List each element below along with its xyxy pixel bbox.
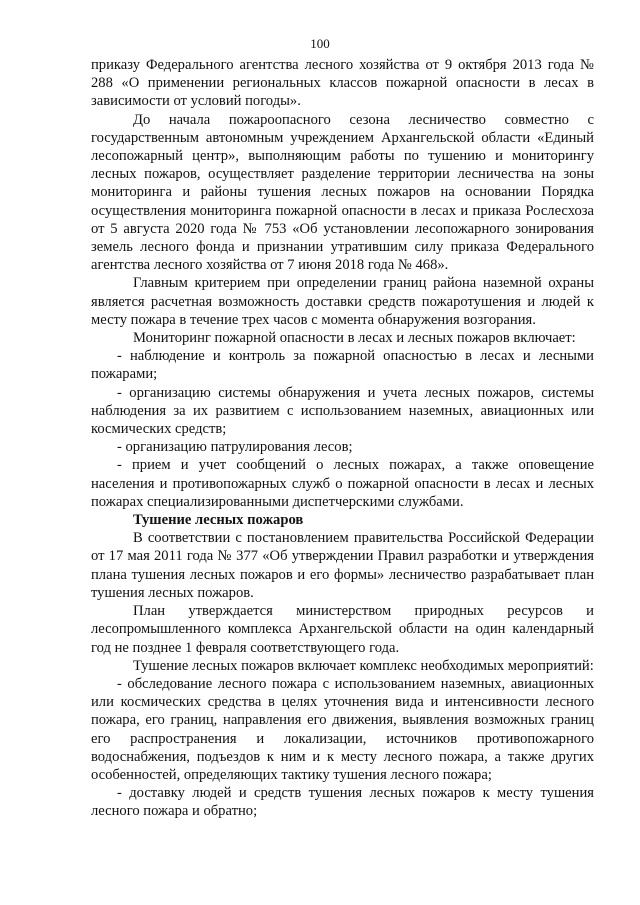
paragraph-zoning: До начала пожароопасного сезона лесничество совместно с государственным автономным учреждением Архангельской области «Единый лесопожарный центр», выполняющим работы по тушению и мониторингу лесных пожаров, осуществляет разделение территории лесничества на зоны мониторинга и районы тушения лесных пожаров на основании Порядка осуществления мониторинга пожарной опасности в лесах и приказа Рослесхоза от 5 августа 2020 года № 753 «Об установлении лесопожарного зонирования земель лесного фонда и признании утратившим силу приказа Федерального агентства лесного хозяйства от 7 июня 2018 года № 468». (91, 111, 594, 274)
list-item-observation: - наблюдение и контроль за пожарной опасностью в лесах и лесными пожарами; (91, 348, 594, 383)
list-item-patrolling: - организацию патрулирования лесов; (117, 439, 353, 456)
list-item-reports: - прием и учет сообщений о лесных пожарах, а также оповещение населения и противопожарных служб о пожарной опасности в лесах и лесных пожарах специализированными диспетчерскими службами. (91, 457, 594, 510)
list-item-survey: - обследование лесного пожара с использованием наземных, авиационных или космических средства в целях уточнения вида и интенсивности лесного пожара, его границ, направления его движения, выявления возможных границ его распространения и локализации, источников противопожарного водоснабжения, подъездов к ним и к месту лесного пожара, а также других особенностей, определяющих тактику тушения лесного пожара; (91, 675, 594, 783)
list-item-delivery: - доставку людей и средств тушения лесных пожаров к месту тушения лесного пожара и обратно; (91, 785, 594, 820)
section-heading: Тушение лесных пожаров (133, 512, 304, 529)
paragraph-order-reference: приказу Федерального агентства лесного хозяйства от 9 октября 2013 года № 288 «О применении региональных классов пожарной опасности в лесах в зависимости от условий погоды». (91, 57, 594, 110)
list-item-detection-system: - организацию системы обнаружения и учета лесных пожаров, системы наблюдения за их развитием с использованием наземных, авиационных или космических средств; (91, 384, 594, 438)
paragraph-main-criterion: Главным критерием при определении границ района наземной охраны является расчетная возможность доставки средств пожаротушения и людей к месту пожара в течение трех часов с момента обнаружения возгорания. (91, 275, 594, 328)
page-number: 100 (310, 36, 330, 51)
paragraph-monitoring-intro: Мониторинг пожарной опасности в лесах и лесных пожаров включает: (133, 330, 576, 347)
paragraph-measures-intro: Тушение лесных пожаров включает комплекс необходимых мероприятий: (133, 657, 594, 674)
paragraph-regulation: В соответствии с постановлением правительства Российской Федерации от 17 мая 2011 года № 377 «Об утверждении Правил разработки и утверждения плана тушения лесных пожаров и его формы» лесничество разрабатывает план тушения лесных пожаров. (91, 530, 594, 601)
paragraph-plan-approval: План утверждается министерством природных ресурсов и лесопромышленного комплекса Архангельской области на один календарный год не позднее 1 февраля соответствующего года. (91, 603, 594, 656)
document-body (91, 56, 594, 821)
